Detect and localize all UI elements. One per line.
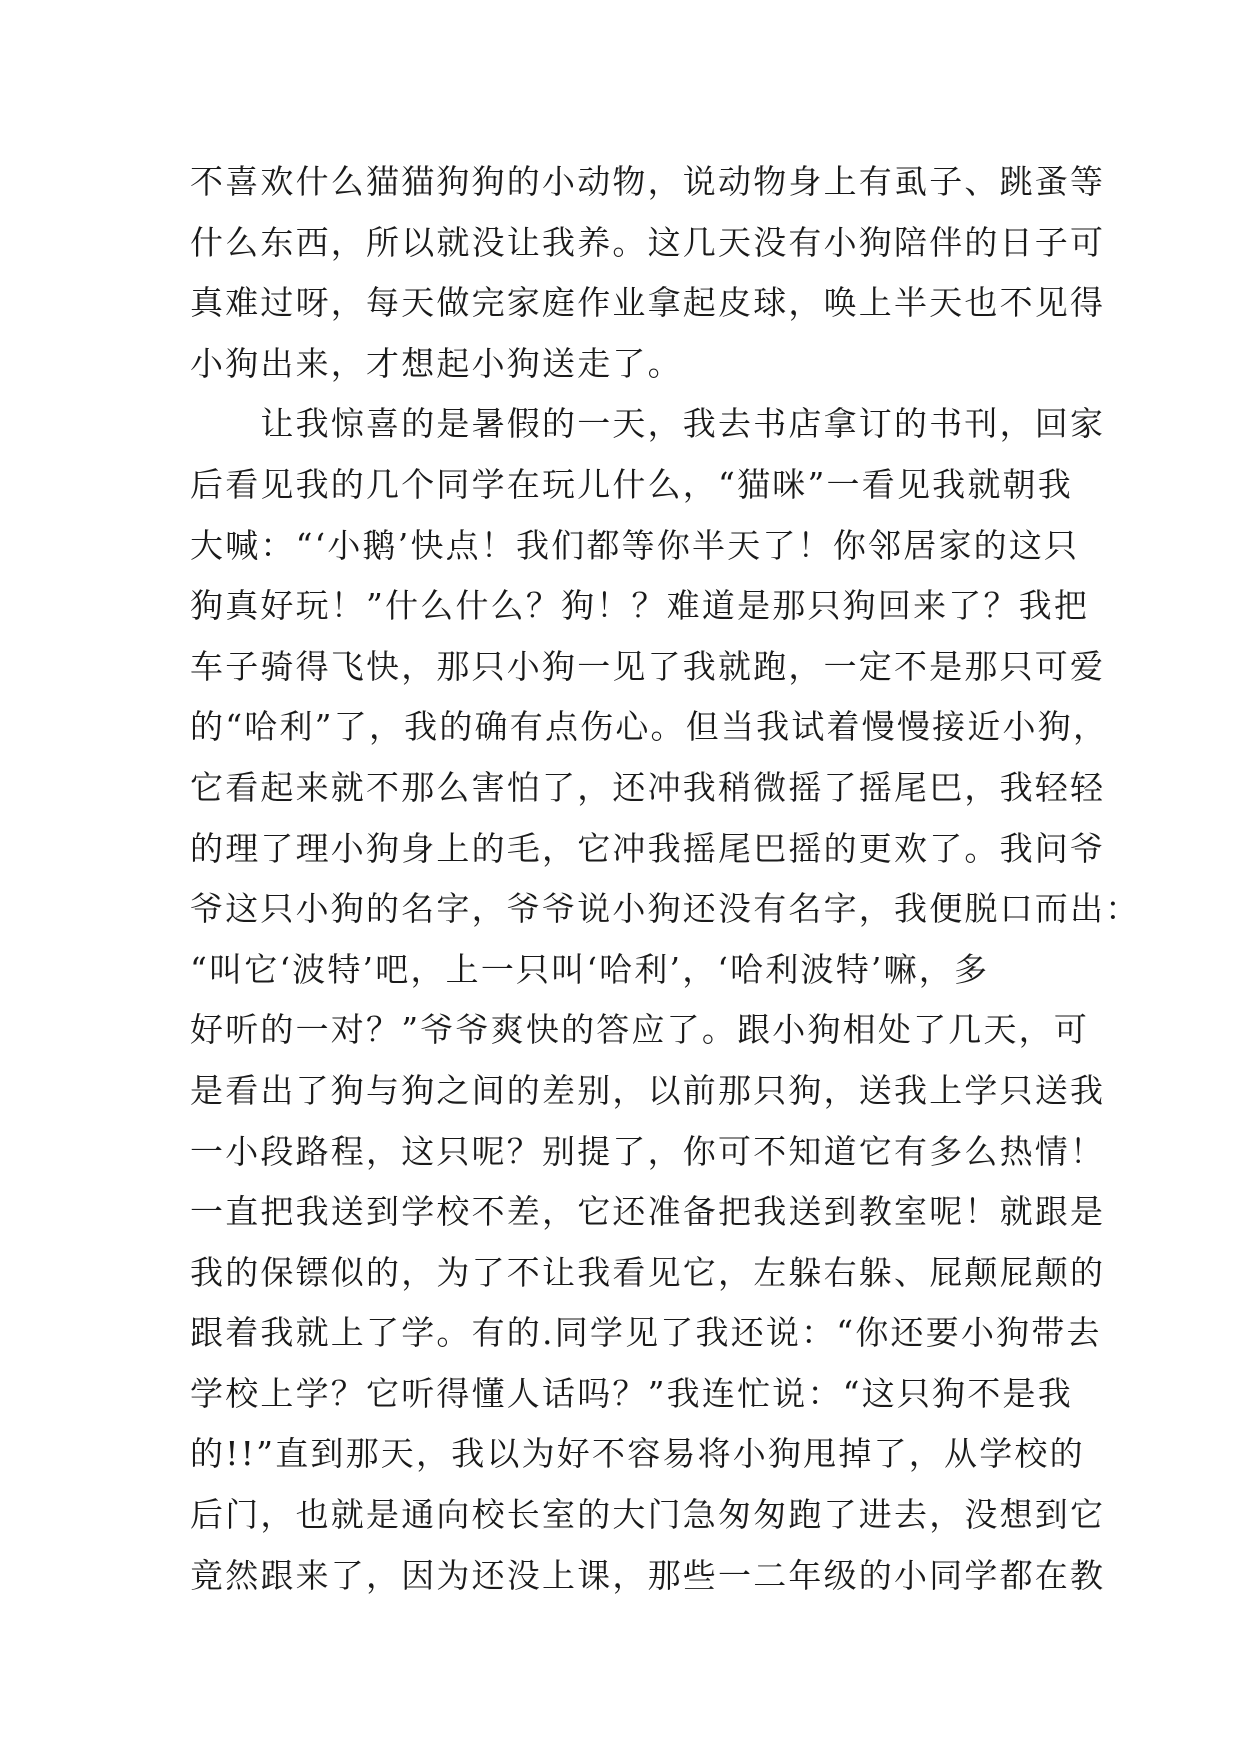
text-line: 是看出了狗与狗之间的差别，以前那只狗，送我上学只送我 (190, 1070, 1106, 1110)
text-line: 爷这只小狗的名字，爷爷说小狗还没有名字，我便脱口而出： (190, 889, 1141, 929)
text-line: 车子骑得飞快，那只小狗一见了我就跑，一定不是那只可爱 (190, 646, 1106, 686)
text-line: 让我惊喜的是暑假的一天，我去书店拿订的书刊，回家 (190, 404, 1106, 444)
text-line: 狗真好玩！”什么什么？狗！？难道是那只狗回来了？我把 (190, 586, 1090, 626)
text-line: 学校上学？它听得懂人话吗？”我连忙说：“这只狗不是我 (190, 1373, 1073, 1413)
text-line: 小狗出来，才想起小狗送走了。 (190, 343, 683, 383)
text-line: 好听的一对？”爷爷爽快的答应了。跟小狗相处了几天，可 (190, 1010, 1090, 1050)
text-line: 的!!”直到那天，我以为好不容易将小狗甩掉了，从学校的 (190, 1434, 1085, 1474)
text-line: 真难过呀，每天做完家庭作业拿起皮球，唤上半天也不见得 (190, 283, 1106, 323)
text-line: 什么东西，所以就没让我养。这几天没有小狗陪伴的日子可 (190, 222, 1106, 262)
text-line: 一小段路程，这只呢？别提了，你可不知道它有多么热情！ (190, 1131, 1106, 1171)
text-line: 不喜欢什么猫猫狗狗的小动物，说动物身上有虱子、跳蚤等 (190, 162, 1106, 201)
text-line: 一直把我送到学校不差，它还准备把我送到教室呢！就跟是 (190, 1192, 1106, 1232)
body-text (190, 152, 1141, 1606)
text-line: 的“哈利”了，我的确有点伤心。但当我试着慢慢接近小狗， (190, 707, 1109, 747)
text-line: 后门，也就是通向校长室的大门急匆匆跑了进去，没想到它 (190, 1495, 1106, 1535)
text-line: 跟着我就上了学。有的.同学见了我还说：“你还要小狗带去 (190, 1313, 1102, 1353)
text-line: 竟然跟来了，因为还没上课，那些一二年级的小同学都在教 (190, 1555, 1106, 1595)
text-line: 我的保镖似的，为了不让我看见它，左躲右躲、屁颠屁颠的 (190, 1252, 1106, 1292)
text-line: 后看见我的几个同学在玩儿什么，“猫咪”一看见我就朝我 (190, 464, 1073, 504)
text-line: 大喊：“‘小鹅’快点！我们都等你半天了！你邻居家的这只 (190, 525, 1080, 565)
text-line: “叫它‘波特’吧，上一只叫‘哈利’，‘哈利波特’嘛，多 (190, 949, 990, 989)
text-line: 的理了理小狗身上的毛，它冲我摇尾巴摇的更欢了。我问爷 (190, 828, 1106, 868)
text-line: 它看起来就不那么害怕了，还冲我稍微摇了摇尾巴，我轻轻 (190, 767, 1106, 807)
